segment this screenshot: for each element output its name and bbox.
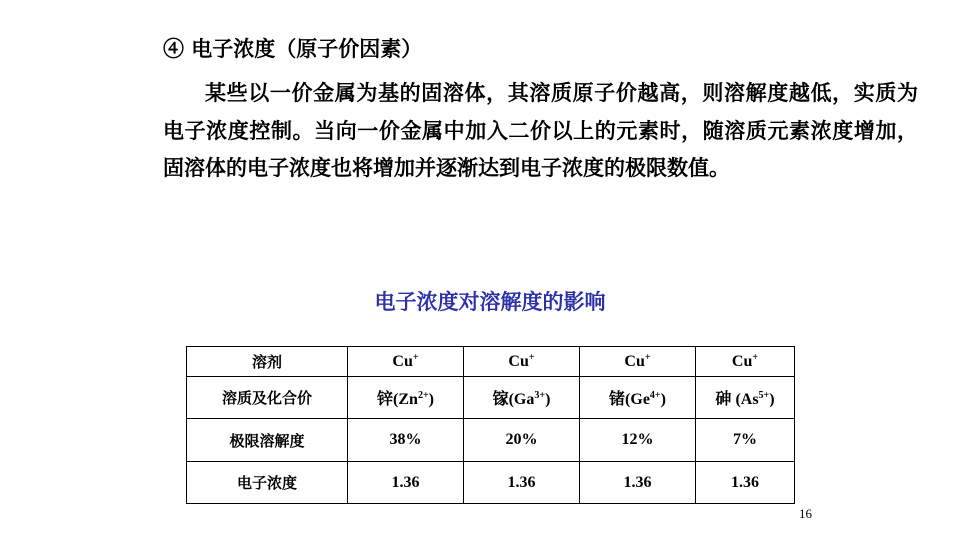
- row-label-solubility: 极限溶解度: [187, 419, 348, 462]
- solvent-cell: Cu+: [696, 347, 795, 377]
- solubility-cell: 7%: [696, 419, 795, 462]
- row-label-solute: 溶质及化合价: [187, 377, 348, 419]
- solubility-cell: 12%: [580, 419, 696, 462]
- solute-cell: 锗$(Ge^{4+})$: [580, 377, 696, 419]
- solubility-cell: 38%: [348, 419, 464, 462]
- electron-concentration-cell: 1.36: [696, 462, 795, 504]
- electron-concentration-cell: 1.36: [580, 462, 696, 504]
- table-row-solute: [187, 377, 795, 419]
- section-heading: ④ 电子浓度（原子价因素）: [163, 36, 423, 61]
- solvent-cell: Cu+: [580, 347, 696, 377]
- electron-concentration-cell: 1.36: [348, 462, 464, 504]
- row-label-solvent: 溶剂: [187, 347, 348, 377]
- solvent-cell: Cu+: [464, 347, 580, 377]
- page-number: 16: [799, 506, 812, 521]
- table-row-solvent: [187, 347, 795, 377]
- body-paragraph: 某些以一价金属为基的固溶体，其溶质原子价越高，则溶解度越低，实质为电子浓度控制。当向一价金属中加入二价以上的元素时，随溶质元素浓度增加，固溶体的电子浓度也将增加并逐渐达到电子浓度的极限数值。: [163, 80, 918, 180]
- row-label-electron-concentration: 电子浓度: [187, 462, 348, 504]
- solvent-cell: Cu+: [348, 347, 464, 377]
- electron-concentration-cell: 1.36: [464, 462, 580, 504]
- table-row-solubility: [187, 419, 795, 462]
- solute-cell: 锌$(Zn^{2+})$: [348, 377, 464, 419]
- solubility-cell: 20%: [464, 419, 580, 462]
- solute-cell: 砷 $(As^{5+})$: [696, 377, 795, 419]
- solute-cell: 镓$(Ga^{3+})$: [464, 377, 580, 419]
- table-row-electron-concentration: [187, 462, 795, 504]
- solubility-table: [186, 346, 795, 504]
- table-title: 电子浓度对溶解度的影响: [374, 289, 606, 314]
